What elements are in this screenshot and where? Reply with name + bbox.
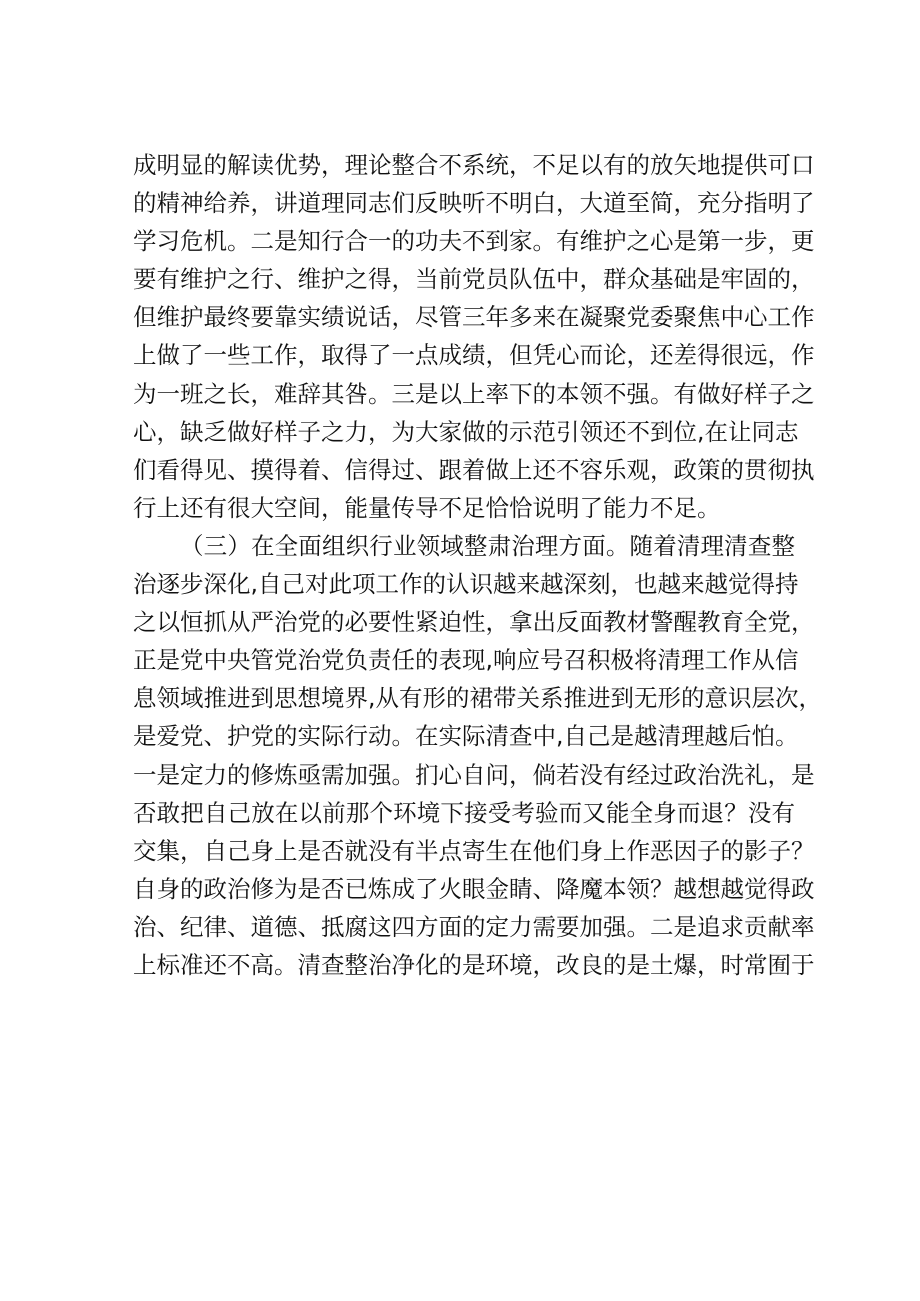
text-line: 们看得见、摸得着、信得过、跟着做上还不容乐观，政策的贯彻执 [133,455,815,484]
text-line: 一是定力的修炼亟需加强。扪心自问，倘若没有经过政治洗礼，是 [133,760,815,789]
text-line: 是爱党、护党的实际行动。在实际清查中,自己是越清理越后怕。 [133,722,799,751]
text-line: 但维护最终要靠实绩说话，尽管三年多来在凝聚党委聚焦中心工作 [133,303,815,332]
text-line: 否敢把自己放在以前那个环境下接受考验而又能全身而退？没有 [133,798,795,827]
text-line: 治、纪律、道德、抵腐这四方面的定力需要加强。二是追求贡献率 [133,912,815,941]
text-line: 为一班之长，难辞其咎。三是以上率下的本领不强。有做好样子之 [133,379,815,408]
text-line: 行上还有很大空间，能量传导不足恰恰说明了能力不足。 [133,493,721,522]
text-line: 交集，自己身上是否就没有半点寄生在他们身上作恶因子的影子？ [133,836,815,865]
text-line: 学习危机。二是知行合一的功夫不到家。有维护之心是第一步，更 [133,227,815,256]
text-line: 上做了一些工作，取得了一点成绩，但凭心而论，还差得很远，作 [133,341,815,370]
text-line: 的精神给养，讲道理同志们反映听不明白，大道至简，充分指明了 [133,189,815,218]
text-line: 成明显的解读优势，理论整合不系统，不足以有的放矢地提供可口 [133,151,815,179]
text-line: 上标准还不高。清查整治净化的是环境，改良的是土爆，时常囿于 [133,951,815,980]
text-line: 要有维护之行、维护之得，当前党员队伍中，群众基础是牢固的， [133,265,815,294]
paragraph-heading-line: （三）在全面组织行业领域整肃治理方面。随着清理清查整 [180,532,795,560]
text-line: 心，缺乏做好样子之力，为大家做的示范引领还不到位,在让同志 [133,417,799,446]
text-line: 治逐步深化,自己对此项工作的认识越来越深刻，也越来越觉得持 [133,570,799,599]
text-line: 之以恒抓从严治党的必要性紧迫性，拿出反面教材警醒教育全党， [133,608,815,637]
text-line: 息领域推进到思想境界,从有形的裙带关系推进到无形的意识层次， [133,684,822,713]
text-line: 自身的政治修为是否已炼成了火眼金睛、降魔本领？越想越觉得政 [133,874,815,903]
paragraph-2 [133,527,822,984]
text-line: 正是党中央管党治党负责任的表现,响应号召积极将清理工作从信 [133,646,799,675]
paragraph-1 [133,146,815,527]
